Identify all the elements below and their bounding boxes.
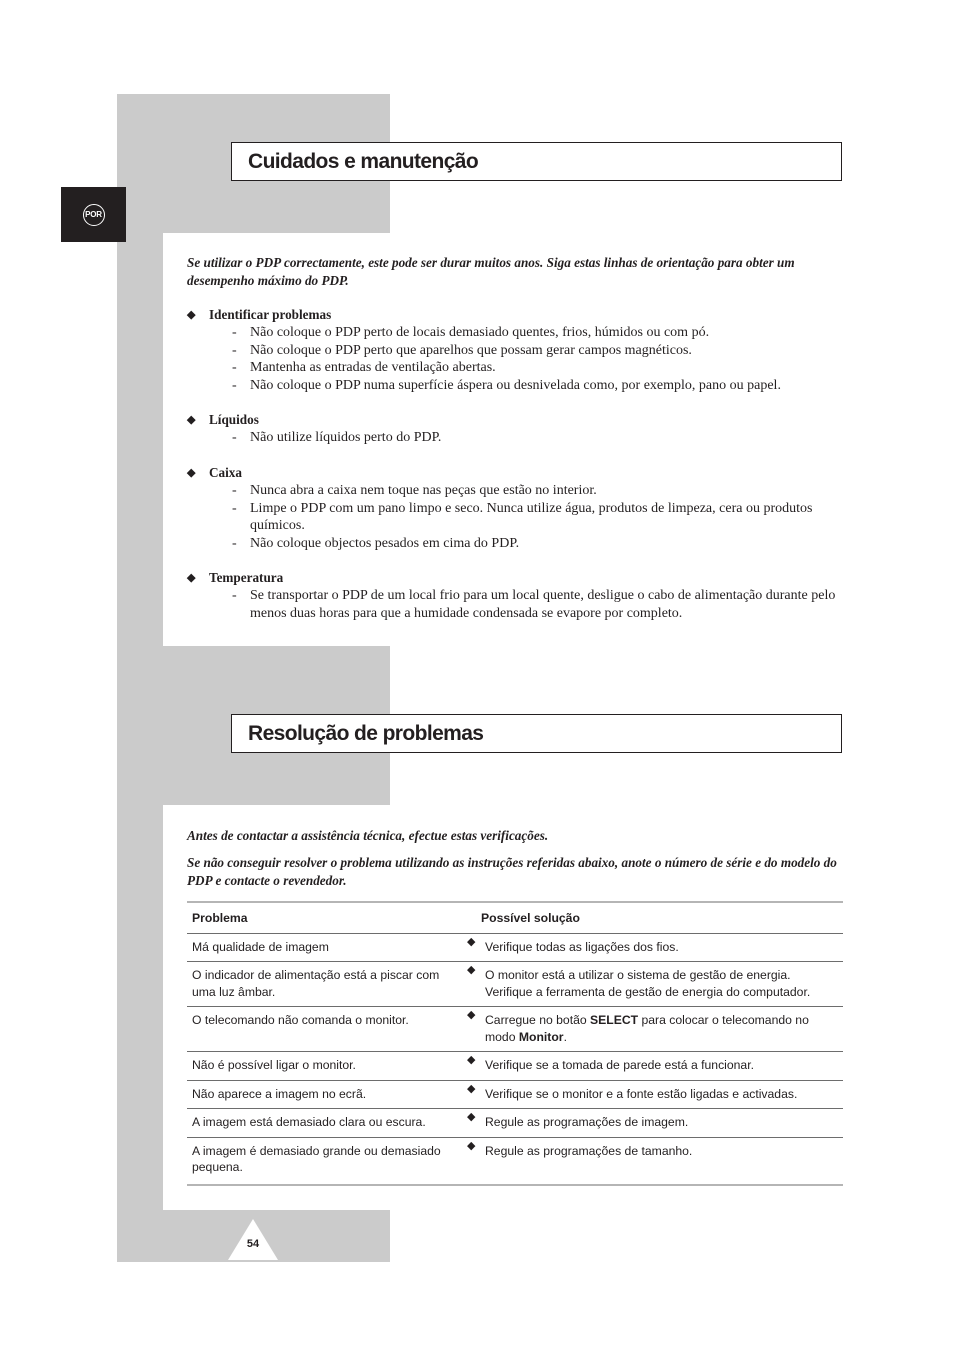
list-item: - Limpe o PDP com um pano limpo e seco. Nunca utilize água, produtos de limpeza, cera ou produtos químicos.: [187, 500, 847, 535]
troubleshooting-title: Resolução de problemas: [231, 714, 842, 753]
solution-cell: [467, 962, 843, 1007]
diamond-bullet-icon: ◆: [467, 1111, 476, 1123]
solution-text: Verifique todas as ligações dos fios.: [485, 939, 679, 954]
diamond-bullet-icon: ◆: [187, 572, 196, 585]
section-items: [187, 429, 847, 447]
solution-header: Possível solução: [467, 902, 843, 933]
section-heading: [187, 411, 847, 429]
diamond-bullet-icon: ◆: [467, 1054, 476, 1066]
section-heading-text: Líquidos: [209, 412, 259, 428]
list-item: - Não coloque o PDP perto de locais demasiado quentes, frios, húmidos ou com pó.: [187, 324, 847, 342]
table-row: [187, 962, 843, 1007]
care-sections: [187, 306, 847, 640]
solution-text: Carregue no botão: [485, 1013, 591, 1027]
problem-cell: A imagem é demasiado grande ou demasiado pequena.: [192, 1143, 441, 1174]
table-row: [187, 933, 843, 962]
solution-cell: [467, 1080, 843, 1109]
list-item: - Não utilize líquidos perto do PDP.: [187, 429, 847, 447]
solution-text: Regule as programações de imagem.: [485, 1115, 689, 1129]
table-header-row: [187, 902, 843, 933]
problem-cell: O indicador de alimentação está a piscar com uma luz âmbar.: [187, 962, 467, 1007]
table-row: [187, 1137, 843, 1185]
problem-header: Problema: [187, 902, 467, 933]
section-heading: [187, 569, 847, 587]
solution-text: Verifique se o monitor e a fonte estão ligadas e activadas.: [485, 1086, 798, 1101]
list-item: - Mantenha as entradas de ventilação abertas.: [187, 359, 847, 377]
diamond-bullet-icon: ◆: [467, 1139, 476, 1152]
solution-text: Regule as programações de tamanho.: [485, 1143, 693, 1158]
problem-cell: Má qualidade de imagem: [187, 933, 467, 962]
section-items: [187, 587, 847, 622]
section-heading-text: Temperatura: [209, 570, 284, 586]
diamond-bullet-icon: ◆: [467, 935, 476, 948]
select-button-label: SELECT: [590, 1013, 639, 1027]
solution-cell: [467, 1109, 843, 1138]
list-item: - Não coloque o PDP numa superfície áspera ou desnivelada como, por exemplo, pano ou papel.: [187, 377, 847, 395]
section-items: [187, 482, 847, 552]
problem-cell: A imagem está demasiado clara ou escura.: [187, 1109, 467, 1138]
section-heading: [187, 464, 847, 482]
list-item: - Nunca abra a caixa nem toque nas peças que estão no interior.: [187, 482, 847, 500]
problem-cell: Não é possível ligar o monitor.: [187, 1052, 467, 1081]
page-number-marker: [227, 1218, 279, 1261]
table-row: [187, 1007, 843, 1052]
monitor-mode-label: Monitor: [518, 1029, 564, 1044]
solution-cell: [467, 1137, 843, 1185]
diamond-bullet-icon: ◆: [467, 1009, 476, 1021]
diamond-bullet-icon: ◆: [187, 466, 196, 479]
solution-cell: [467, 933, 843, 962]
care-section: [187, 306, 847, 394]
diamond-bullet-icon: ◆: [467, 1082, 476, 1095]
solution-cell: [467, 1052, 843, 1081]
diamond-bullet-icon: ◆: [467, 964, 476, 976]
troubleshooting-intro-1: Antes de contactar a assistência técnica, efectue estas verificações.: [187, 828, 549, 843]
troubleshooting-intro-2: Se não conseguir resolver o problema utilizando as instruções referidas abaixo, anote o número de série e do modelo do PDP e contacte o revendedor.: [187, 855, 837, 888]
care-intro: Se utilizar o PDP correctamente, este pode ser durar muitos anos. Siga estas linhas de orientação para obter um desempenho máximo do PDP.: [187, 255, 795, 288]
problem-cell: O telecomando não comanda o monitor.: [187, 1007, 467, 1052]
table-row: [187, 1080, 843, 1109]
solution-text: .: [563, 1029, 567, 1044]
page-number: 54: [246, 1238, 260, 1250]
care-section: [187, 464, 847, 552]
problem-cell: Não aparece a imagem no ecrã.: [187, 1080, 467, 1109]
care-title: Cuidados e manutenção: [231, 142, 842, 181]
section-heading-text: Caixa: [209, 464, 242, 480]
diamond-bullet-icon: ◆: [187, 309, 196, 321]
solution-cell: [467, 1007, 843, 1052]
table-row: [187, 1109, 843, 1138]
list-item: - Se transportar o PDP de um local frio para um local quente, desligue o cabo de alimentação durante pelo menos duas horas para que a humidade condensada se evapore por completo.: [187, 587, 847, 622]
language-badge: POR: [83, 204, 105, 226]
solution-text: para colocar o telecomando no modo: [485, 1013, 809, 1044]
troubleshooting-table: [187, 901, 843, 1186]
list-item: - Não coloque objectos pesados em cima do PDP.: [187, 535, 847, 553]
section-heading-text: Identificar problemas: [209, 307, 332, 322]
care-section: [187, 411, 847, 447]
language-tab: [61, 187, 126, 242]
table-row: [187, 1052, 843, 1081]
solution-text: Verifique se a tomada de parede está a funcionar.: [485, 1058, 754, 1072]
solution-text: O monitor está a utilizar o sistema de gestão de energia. Verifique a ferramenta de gestão de energia do computador.: [485, 968, 811, 999]
section-heading: [187, 306, 847, 324]
list-item: - Não coloque o PDP perto que aparelhos que possam gerar campos magnéticos.: [187, 342, 847, 360]
diamond-bullet-icon: ◆: [187, 414, 196, 427]
care-section: [187, 569, 847, 622]
section-items: [187, 324, 847, 394]
